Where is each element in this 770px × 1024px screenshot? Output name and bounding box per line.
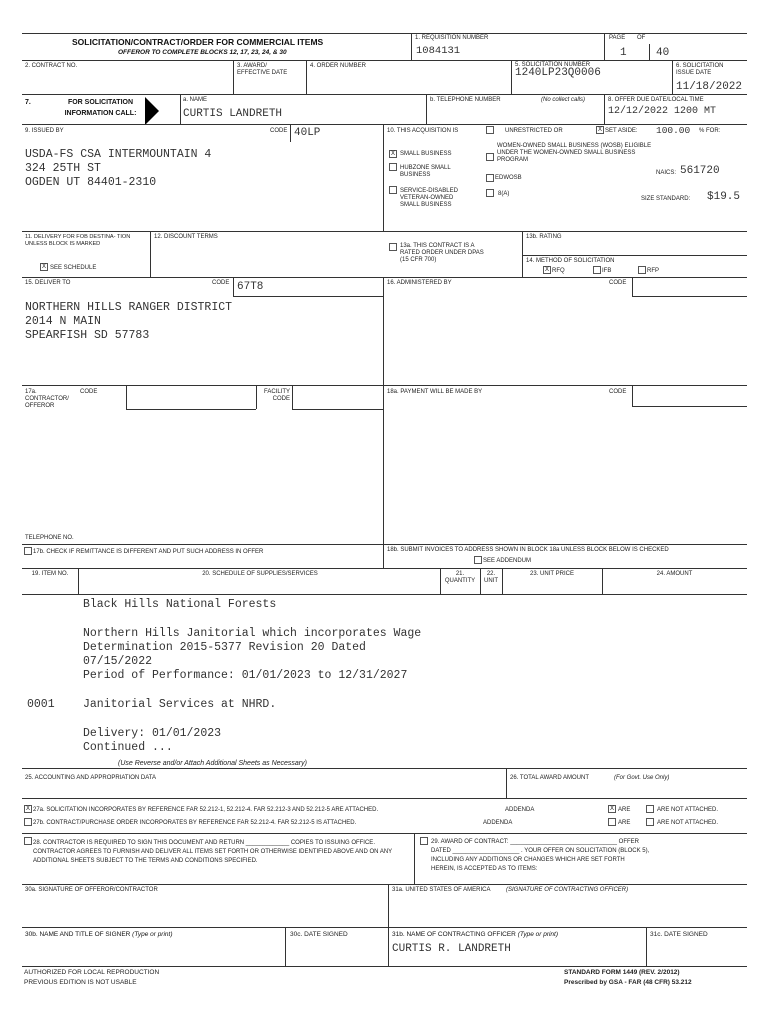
size-standard: $19.5 — [707, 191, 741, 203]
8a-checkbox[interactable] — [486, 189, 494, 197]
see-schedule-label: SEE SCHEDULE — [50, 265, 97, 271]
hubzone-label: HUBZONE SMALL BUSINESS — [400, 165, 451, 178]
deliver-to-line-1: NORTHERN HILLS RANGER DISTRICT — [25, 301, 233, 314]
offeror-date-label: 30c. DATE SIGNED — [290, 931, 348, 938]
27a-label: 27a. SOLICITATION INCORPORATES BY REFERENCE FAR 52.212-1, 52.212-4. FAR 52.212-3 AND 52.212-5 ARE ATTACHED. — [33, 807, 379, 813]
no-collect-calls: (No collect calls) — [541, 97, 586, 103]
issued-by-line-2: 324 25TH ST — [25, 162, 101, 175]
total-pages: 40 — [656, 47, 670, 59]
method-label: 14. METHOD OF SOLICITATION — [526, 258, 615, 264]
27b-not-attached: ARE NOT ATTACHED. — [657, 820, 719, 826]
rfq-checkbox[interactable]: X — [544, 267, 549, 273]
item-number: 0001 — [27, 698, 55, 711]
deliver-to-code: 67T8 — [237, 281, 264, 293]
offer-due-label: 8. OFFER DUE DATE/LOCAL TIME — [608, 97, 704, 103]
contracting-officer-name: CURTIS R. LANDRETH — [392, 943, 511, 955]
administered-by-label: 16. ADMINISTERED BY — [387, 280, 452, 286]
remittance-checkbox[interactable] — [24, 547, 32, 555]
size-standard-label: SIZE STANDARD: — [641, 196, 691, 202]
payment-code-label: CODE — [609, 389, 627, 395]
schedule-line: Black Hills National Forests — [83, 598, 277, 611]
schedule-line: Determination 2015-5377 Revision 20 Dated — [83, 641, 366, 654]
small-business-checkbox[interactable]: X — [390, 151, 395, 157]
col-quantity: 21. QUANTITY — [444, 571, 476, 584]
wosb-checkbox[interactable] — [486, 153, 494, 161]
27a-addenda: ADDENDA — [505, 807, 535, 813]
issued-by-code-label: CODE — [270, 128, 288, 134]
rfp-checkbox[interactable] — [638, 266, 646, 274]
27a-not-attached: ARE NOT ATTACHED. — [657, 807, 719, 813]
order-number-label: 4. ORDER NUMBER — [310, 63, 367, 69]
signer-type-print: (Type or print) — [132, 931, 173, 938]
total-award-label: 26. TOTAL AWARD AMOUNT — [510, 775, 590, 781]
29-checkbox[interactable] — [420, 837, 428, 845]
accounting-label: 25. ACCOUNTING AND APPROPRIATION DATA — [25, 775, 157, 781]
award-line-1: 29. AWARD OF CONTRACT: ________________________________ OFFER — [431, 839, 640, 845]
submit-invoices-label: 18b. SUBMIT INVOICES TO ADDRESS SHOWN IN BLOCK 18a UNLESS BLOCK BELOW IS CHECKED — [387, 547, 669, 553]
rating-label: 13b. RATING — [526, 234, 562, 240]
unrestricted-label: UNRESTRICTED OR — [505, 128, 563, 134]
27a-are-checkbox[interactable]: X — [609, 806, 614, 812]
see-addendum-label: SEE ADDENDUM — [483, 558, 532, 564]
set-aside-label: SET ASIDE: — [605, 128, 638, 134]
naics-label: NAICS: — [656, 170, 677, 176]
schedule-line: Delivery: 01/01/2023 — [83, 727, 222, 740]
schedule-line: Northern Hills Janitorial which incorporates Wage — [83, 627, 422, 640]
27b-not-attached-checkbox[interactable] — [646, 818, 654, 826]
see-addendum-checkbox[interactable] — [474, 556, 482, 564]
us-signature-label: 31a. UNITED STATES OF AMERICA — [392, 887, 491, 893]
28-checkbox[interactable] — [24, 837, 32, 845]
col-item-no: 19. ITEM NO. — [31, 571, 69, 577]
set-aside-checkbox[interactable]: X — [597, 127, 602, 133]
facility-code-label: FACILITY CODE — [263, 389, 290, 402]
footer-left-2: PREVIOUS EDITION IS NOT USABLE — [24, 979, 137, 986]
solicitation-number: 1240LP23Q0006 — [515, 67, 601, 79]
arrow-right-icon — [145, 97, 159, 125]
footer-left-1: AUTHORIZED FOR LOCAL REPRODUCTION — [24, 969, 160, 976]
col-unit-price: 23. UNIT PRICE — [530, 571, 574, 577]
hubzone-checkbox[interactable] — [389, 163, 397, 171]
edwosb-label: EDWOSB — [495, 175, 522, 181]
27a-are: ARE — [618, 807, 631, 813]
block7-label: FOR SOLICITATION INFORMATION CALL: — [64, 99, 137, 117]
acquisition-label: 10. THIS ACQUISITION IS — [387, 128, 459, 134]
schedule-line: 07/15/2022 — [83, 655, 153, 668]
deliver-to-line-3: SPEARFISH SD 57783 — [25, 329, 150, 342]
unrestricted-checkbox[interactable] — [486, 126, 494, 134]
schedule-line: Continued ... — [83, 741, 173, 754]
naics-code: 561720 — [680, 165, 720, 177]
delivery-fob-label: 11. DELIVERY FOR FOB DESTINA- TION UNLESS BLOCK IS MARKED — [25, 234, 131, 247]
contract-no-label: 2. CONTRACT NO. — [25, 63, 78, 69]
27b-checkbox[interactable] — [24, 818, 32, 826]
deliver-to-line-2: 2014 N MAIN — [25, 315, 101, 328]
page-label: PAGE — [609, 35, 626, 41]
contact-name: CURTIS LANDRETH — [183, 108, 283, 120]
wosb-label: WOMEN-OWNED SMALL BUSINESS (WOSB) ELIGIBLE UNDER THE WOMEN-OWNED SMALL BUSINESS PROGRAM — [497, 143, 652, 163]
issued-by-line-3: OGDEN UT 84401-2310 — [25, 176, 157, 189]
27b-are-checkbox[interactable] — [608, 818, 616, 826]
27b-addenda: ADDENDA — [483, 820, 513, 826]
telephone-no-label: TELEPHONE NO. — [25, 535, 74, 541]
award-date-label: 3. AWARD/ EFFECTIVE DATE — [237, 63, 288, 76]
administered-by-code-label: CODE — [609, 280, 627, 286]
offeror-signature-label: 30a. SIGNATURE OF OFFEROR/CONTRACTOR — [25, 887, 158, 893]
rfp-label: RFP — [647, 268, 659, 274]
edwosb-checkbox[interactable] — [486, 174, 494, 182]
deliver-to-label: 15. DELIVER TO — [25, 280, 71, 286]
form-title: SOLICITATION/CONTRACT/ORDER FOR COMMERCIAL ITEMS — [72, 37, 324, 47]
remittance-label: 17b. CHECK IF REMITTANCE IS DIFFERENT AND PUT SUCH ADDRESS IN OFFER — [33, 549, 264, 555]
deliver-to-code-label: CODE — [212, 280, 230, 286]
27b-label: 27b. CONTRACT/PURCHASE ORDER INCORPORATES BY REFERENCE FAR 52.212-4. FAR 52.212-5 IS ATTACHED. — [33, 820, 357, 826]
co-signature-note: (SIGNATURE OF CONTRACTING OFFICER) — [506, 887, 629, 893]
issue-date: 11/18/2022 — [676, 81, 743, 93]
issued-by-label: 9. ISSUED BY — [25, 128, 64, 134]
telephone-label: b. TELEPHONE NUMBER — [430, 97, 501, 103]
sdvosb-label: SERVICE-DISABLED VETERAN-OWNED SMALL BUSINESS — [400, 188, 458, 208]
footer-right-1: STANDARD FORM 1449 (REV. 2/2012) — [564, 969, 680, 976]
set-aside-percent: 100.00 — [656, 125, 691, 136]
small-business-label: SMALL BUSINESS — [400, 151, 452, 157]
col-schedule: 20. SCHEDULE OF SUPPLIES/SERVICES — [202, 571, 318, 577]
issued-by-line-1: USDA-FS CSA INTERMOUNTAIN 4 — [25, 148, 212, 161]
form-subtitle: OFFEROR TO COMPLETE BLOCKS 12, 17, 23, 24, & 30 — [118, 49, 287, 56]
contractor-sign-text: 28. CONTRACTOR IS REQUIRED TO SIGN THIS DOCUMENT AND RETURN _____________ COPIES TO ISSUING OFFICE. CONTRACTOR AGREES TO FURNISH AND DELIVER ALL ITEMS SET FORTH OR OTHERWISE IDENTIFIED ABOVE AND ON ANY ADDITIONAL SHEETS SUBJECT TO THE TERMS AND CONDITIONS SPECIFIED. — [33, 840, 393, 864]
signer-name-label-text: 30b. NAME AND TITLE OF SIGNER — [25, 931, 131, 938]
schedule-line: Period of Performance: 01/01/2023 to 12/31/2027 — [83, 669, 408, 682]
ifb-label: IFB — [602, 268, 612, 274]
contractor-label: 17a. CONTRACTOR/ OFFEROR — [25, 389, 69, 409]
schedule-footnote: (Use Reverse and/or Attach Additional Sheets as Necessary) — [118, 760, 307, 767]
award-line-4: HEREIN, IS ACCEPTED AS TO ITEMS: — [431, 866, 538, 872]
sdvosb-checkbox[interactable] — [389, 186, 397, 194]
issued-by-code: 40LP — [294, 127, 321, 139]
discount-terms-label: 12. DISCOUNT TERMS — [154, 234, 218, 240]
govt-use-only: (For Govt. Use Only) — [614, 775, 670, 781]
requisition-number: 1084131 — [416, 45, 461, 57]
signer-name-label — [25, 931, 173, 938]
col-unit: 22. UNIT — [484, 571, 498, 584]
payment-by-label: 18a. PAYMENT WILL BE MADE BY — [387, 389, 483, 395]
page-number: 1 — [620, 47, 627, 59]
co-type-print: (Type or print) — [517, 931, 559, 938]
solicitation-number-label: 5. SOLICITATION NUMBER — [515, 62, 591, 68]
27a-checkbox[interactable]: X — [25, 806, 30, 812]
co-name-label — [392, 931, 558, 938]
requisition-number-label: 1. REQUISITION NUMBER — [415, 35, 489, 41]
27a-not-attached-checkbox[interactable] — [646, 805, 654, 813]
issue-date-label: 6. SOLICITATION ISSUE DATE — [676, 63, 724, 76]
schedule-line: Janitorial Services at NHRD. — [83, 698, 277, 711]
contractor-code-label: CODE — [80, 389, 98, 395]
rated-order-checkbox[interactable] — [389, 243, 397, 251]
co-date-label: 31c. DATE SIGNED — [650, 931, 708, 938]
co-name-label-text: 31b. NAME OF CONTRACTING OFFICER — [392, 931, 516, 938]
col-amount: 24. AMOUNT — [656, 571, 693, 577]
offer-due-date: 12/12/2022 1200 MT — [608, 106, 717, 117]
8a-label: 8(A) — [498, 191, 510, 197]
award-line-3: INCLUDING ANY ADDITIONS OR CHANGES WHICH ARE SET FORTH — [431, 857, 625, 863]
rfq-label: RFQ — [552, 268, 565, 274]
block7-number: 7. — [25, 99, 31, 106]
27b-are: ARE — [618, 820, 631, 826]
ifb-checkbox[interactable] — [593, 266, 601, 274]
percent-for-label: % FOR: — [699, 128, 721, 134]
award-line-2: DATED ____________________ . YOUR OFFER ON SOLICITATION (BLOCK 5), — [431, 848, 650, 854]
see-schedule-checkbox[interactable]: X — [41, 264, 46, 270]
of-label: OF — [637, 35, 646, 41]
contact-name-label: a. NAME — [183, 97, 208, 103]
rated-order-label: 13a. THIS CONTRACT IS A RATED ORDER UNDER DPAS (15 CFR 700) — [400, 243, 484, 263]
footer-right-2: Prescribed by GSA - FAR (48 CFR) 53.212 — [564, 979, 692, 986]
